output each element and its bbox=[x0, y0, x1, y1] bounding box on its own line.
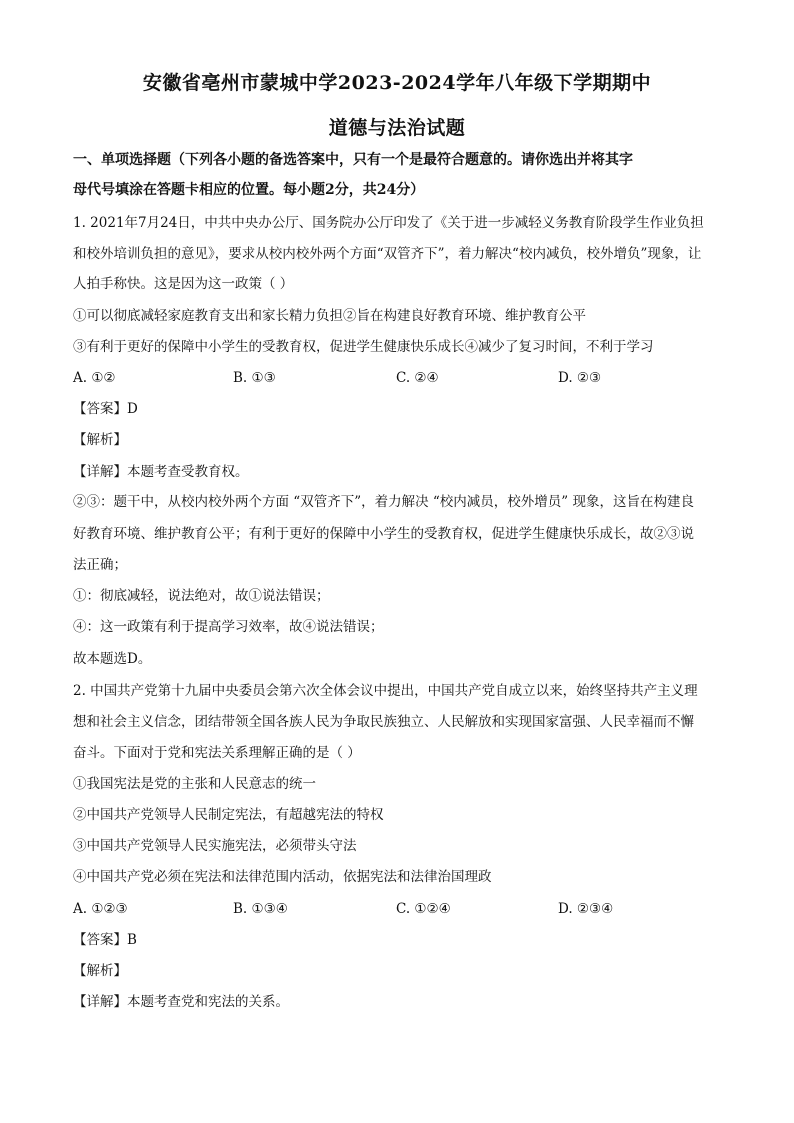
q1-detail-line6: ④：这一政策有利于提高学习效率，故④说法错误； bbox=[73, 619, 384, 635]
q1-stem-line1: 1. 2021年7月24日，中共中央办公厅、国务院办公厅印发了《关于进一步减轻义务教育阶段学生作业负担 bbox=[73, 215, 704, 231]
q2-statement-1: ①我国宪法是党的主张和人民意志的统一 bbox=[73, 776, 316, 792]
q2-option-a: A. ①②③ bbox=[73, 901, 128, 917]
q1-option-c: C. ②④ bbox=[396, 370, 439, 386]
q1-statement-line2: ③有利于更好的保障中小学生的受教育权，促进学生健康快乐成长④减少了复习时间，不利于学习 bbox=[73, 339, 654, 355]
q2-stem-line2: 想和社会主义信念，团结带领全国各族人民为争取民族独立、人民解放和实现国家富强、人民幸福而不懈 bbox=[73, 714, 694, 730]
q1-option-d: D. ②③ bbox=[558, 370, 602, 386]
q1-detail-line2: ②③：题干中，从校内校外两个方面 “双管齐下”，着力解决 “校内减员，校外增员” 现象，这旨在构建良 bbox=[73, 494, 694, 510]
q1-answer: 【答案】D bbox=[73, 401, 138, 417]
q1-stem-line3: 人拍手称快。这是因为这一政策（ ） bbox=[73, 276, 294, 292]
section-heading-line2: 母代号填涂在答题卡相应的位置。每小题2分，共24分） bbox=[73, 182, 425, 198]
exam-title: 安徽省亳州市蒙城中学2023-2024学年八年级下学期期中 bbox=[142, 72, 652, 94]
q2-answer: 【答案】B bbox=[73, 932, 137, 948]
q2-statement-2: ②中国共产党领导人民制定宪法，有超越宪法的特权 bbox=[73, 807, 384, 823]
q2-option-d: D. ②③④ bbox=[558, 901, 614, 917]
q2-detail-line1: 【详解】本题考查党和宪法的关系。 bbox=[73, 994, 289, 1010]
exam-subtitle: 道德与法治试题 bbox=[328, 117, 466, 139]
q1-detail-line1: 【详解】本题考查受教育权。 bbox=[73, 464, 249, 480]
q2-statement-3: ③中国共产党领导人民实施宪法，必须带头守法 bbox=[73, 838, 357, 854]
q2-option-c: C. ①②④ bbox=[396, 901, 451, 917]
q2-option-b: B. ①③④ bbox=[233, 901, 288, 917]
q1-analysis-label: 【解析】 bbox=[73, 432, 127, 448]
q1-option-b: B. ①③ bbox=[233, 370, 276, 386]
q2-analysis-label: 【解析】 bbox=[73, 963, 127, 979]
q1-detail-line4: 法正确； bbox=[73, 557, 127, 573]
q1-stem-line2: 和校外培训负担的意见》，要求从校内校外两个方面“双管齐下”，着力解决“校内减负，校外增负”现象，让 bbox=[73, 246, 702, 262]
q1-detail-line5: ①：彻底减轻，说法绝对，故①说法错误； bbox=[73, 588, 330, 604]
q1-option-a: A. ①② bbox=[73, 370, 116, 386]
q2-stem-line1: 2. 中国共产党第十九届中央委员会第六次全体会议中提出，中国共产党自成立以来，始终坚持共产主义理 bbox=[73, 683, 698, 699]
q2-stem-line3: 奋斗。下面对于党和宪法关系理解正确的是（ ） bbox=[73, 745, 361, 761]
q1-detail-line3: 好教育环境、维护教育公平；有利于更好的保障中小学生的受教育权，促进学生健康快乐成长，故②③说 bbox=[73, 526, 694, 542]
q2-statement-4: ④中国共产党必须在宪法和法律范围内活动，依据宪法和法律治国理政 bbox=[73, 869, 492, 885]
q1-detail-line7: 故本题选D。 bbox=[73, 651, 152, 667]
section-heading-line1: 一、单项选择题（下列各小题的备选答案中，只有一个是最符合题意的。请你选出并将其字 bbox=[73, 152, 633, 168]
q1-statement-line1: ①可以彻底减轻家庭教育支出和家长精力负担②旨在构建良好教育环境、维护教育公平 bbox=[73, 308, 586, 324]
